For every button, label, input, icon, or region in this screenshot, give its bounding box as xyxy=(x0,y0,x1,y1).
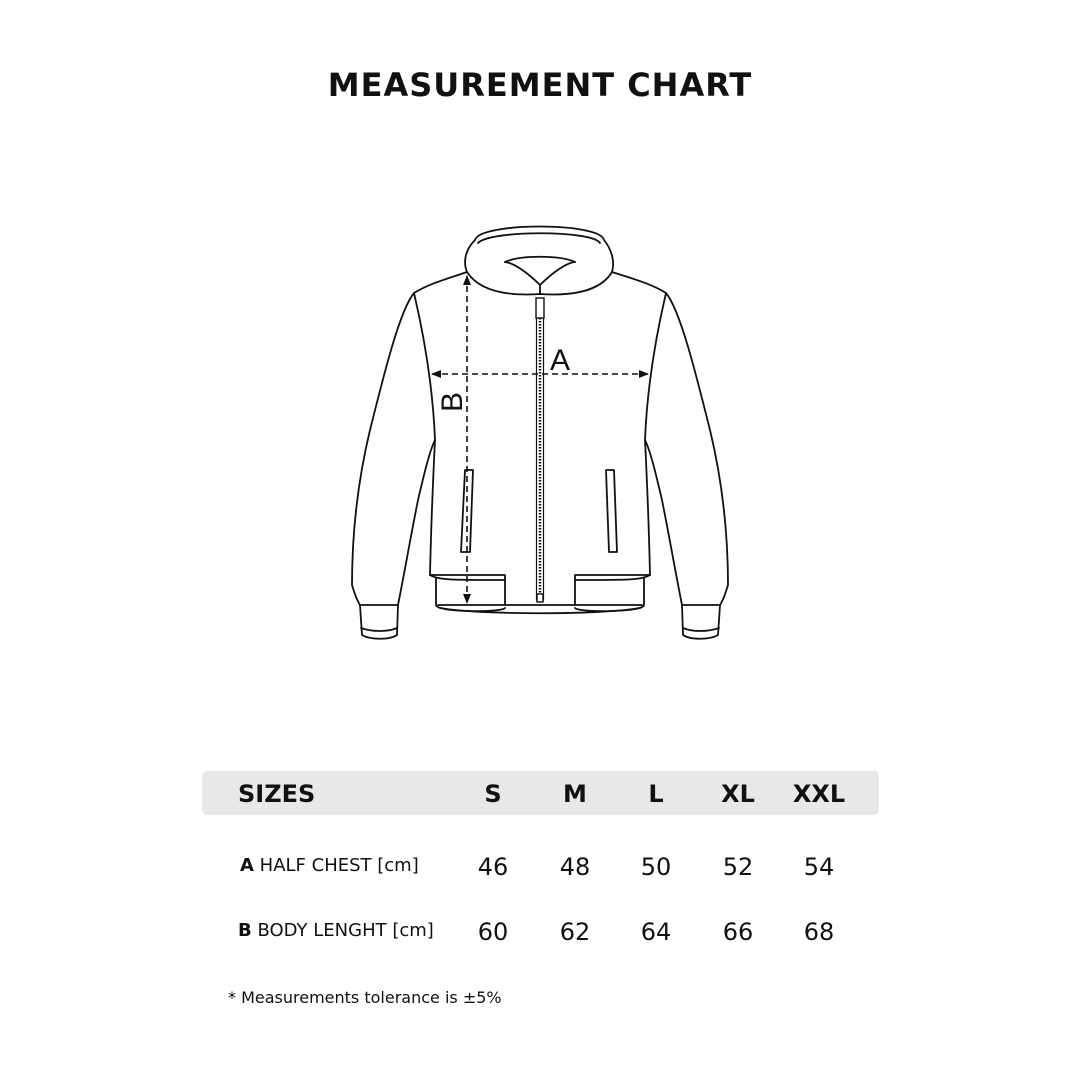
table-cell: 62 xyxy=(559,918,591,946)
row-body-length-label xyxy=(238,920,434,941)
page-title: MEASUREMENT CHART xyxy=(327,66,753,104)
zipper xyxy=(536,298,544,602)
size-header-xxl: XXL xyxy=(792,780,846,808)
row-key: A xyxy=(240,855,254,876)
measure-b-label: B xyxy=(436,391,469,413)
table-cell: 66 xyxy=(722,918,754,946)
sizes-header-label: SIZES xyxy=(238,780,316,808)
table-cell: 46 xyxy=(477,853,509,881)
size-header-s: S xyxy=(484,780,502,808)
hood-outline xyxy=(465,227,613,295)
table-cell: 50 xyxy=(640,853,672,881)
table-cell: 48 xyxy=(559,853,591,881)
size-header-m: M xyxy=(563,780,587,808)
table-cell: 54 xyxy=(803,853,835,881)
table-cell: 68 xyxy=(803,918,835,946)
right-sleeve xyxy=(645,293,728,639)
table-cell: 64 xyxy=(640,918,672,946)
table-cell: 60 xyxy=(477,918,509,946)
row-label-text: HALF CHEST [cm] xyxy=(259,855,419,876)
row-half-chest-label xyxy=(240,855,419,876)
right-pocket xyxy=(606,470,617,552)
row-key: B xyxy=(238,920,252,941)
table-cell: 52 xyxy=(722,853,754,881)
measure-a-label: A xyxy=(549,344,571,377)
size-header-l: L xyxy=(648,780,664,808)
size-header-xl: XL xyxy=(721,780,755,808)
tolerance-note: * Measurements tolerance is ±5% xyxy=(228,988,502,1007)
left-sleeve xyxy=(352,293,435,639)
row-label-text: BODY LENGHT [cm] xyxy=(257,920,434,941)
